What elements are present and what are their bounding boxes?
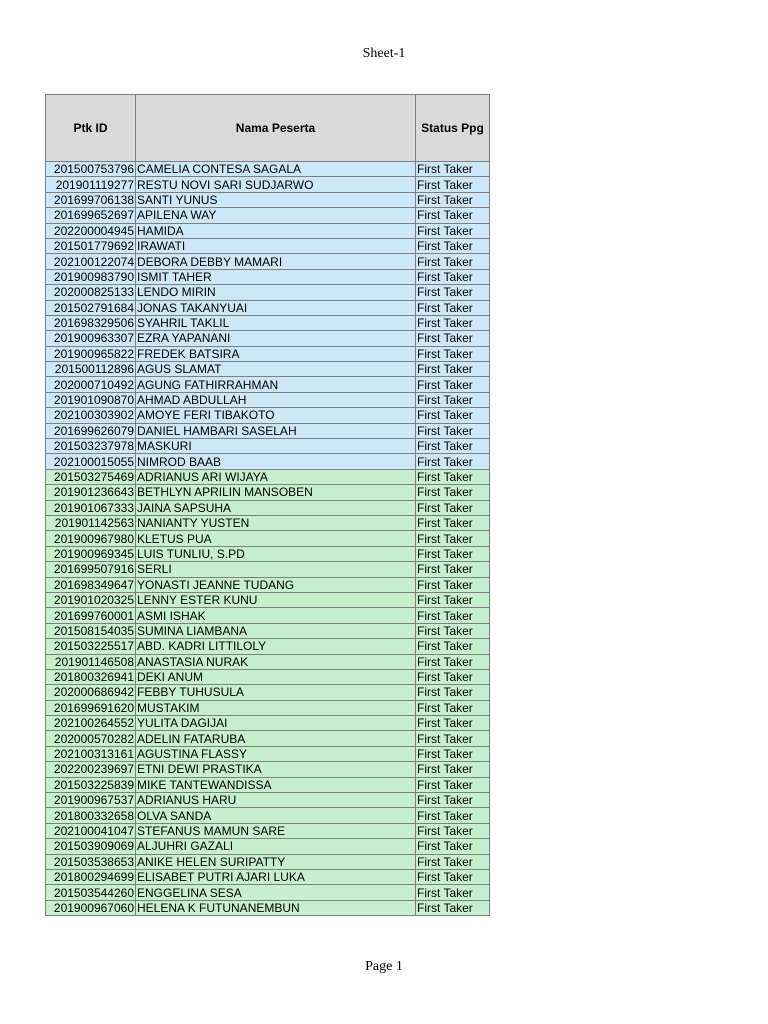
ptk-id-cell: 202000825133 xyxy=(46,285,136,300)
table-row xyxy=(46,192,490,207)
nama-peserta-cell: ANASTASIA NURAK xyxy=(136,654,416,669)
nama-peserta-cell: HELENA K FUTUNANEMBUN xyxy=(136,900,416,915)
nama-peserta-cell: ADRIANUS ARI WIJAYA xyxy=(136,469,416,484)
nama-peserta-cell: BETHLYN APRILIN MANSOBEN xyxy=(136,485,416,500)
ptk-id-cell: 201699507916 xyxy=(46,562,136,577)
status-ppg-cell: First Taker xyxy=(416,331,490,346)
table-row xyxy=(46,592,490,607)
status-ppg-cell: First Taker xyxy=(416,577,490,592)
table-row xyxy=(46,531,490,546)
table-row xyxy=(46,854,490,869)
nama-peserta-cell: YULITA DAGIJAI xyxy=(136,716,416,731)
status-ppg-cell: First Taker xyxy=(416,423,490,438)
nama-peserta-cell: KLETUS PUA xyxy=(136,531,416,546)
table-row xyxy=(46,315,490,330)
nama-peserta-cell: SUMINA LIAMBANA xyxy=(136,623,416,638)
status-ppg-cell: First Taker xyxy=(416,285,490,300)
ptk-id-cell: 201699760001 xyxy=(46,608,136,623)
status-ppg-cell: First Taker xyxy=(416,716,490,731)
ptk-id-cell: 201900967060 xyxy=(46,900,136,915)
nama-peserta-cell: AGUNG FATHIRRAHMAN xyxy=(136,377,416,392)
ptk-id-cell: 201503225839 xyxy=(46,777,136,792)
status-ppg-cell: First Taker xyxy=(416,377,490,392)
ptk-id-cell: 202100313161 xyxy=(46,746,136,761)
status-ppg-cell: First Taker xyxy=(416,223,490,238)
nama-peserta-cell: RESTU NOVI SARI SUDJARWO xyxy=(136,177,416,192)
ptk-id-cell: 202100122074 xyxy=(46,254,136,269)
ptk-id-cell: 201901236643 xyxy=(46,485,136,500)
table-row xyxy=(46,285,490,300)
column-header-nama-peserta: Nama Peserta xyxy=(136,95,416,162)
table-row xyxy=(46,577,490,592)
nama-peserta-cell: DANIEL HAMBARI SASELAH xyxy=(136,423,416,438)
status-ppg-cell: First Taker xyxy=(416,762,490,777)
table-row xyxy=(46,546,490,561)
status-ppg-cell: First Taker xyxy=(416,669,490,684)
status-ppg-cell: First Taker xyxy=(416,823,490,838)
ptk-id-cell: 201901020325 xyxy=(46,592,136,607)
ptk-id-cell: 202000710492 xyxy=(46,377,136,392)
ptk-id-cell: 201503544260 xyxy=(46,885,136,900)
status-ppg-cell: First Taker xyxy=(416,469,490,484)
status-ppg-cell: First Taker xyxy=(416,700,490,715)
nama-peserta-cell: EZRA YAPANANI xyxy=(136,331,416,346)
table-row xyxy=(46,900,490,915)
ptk-id-cell: 201699626079 xyxy=(46,423,136,438)
status-ppg-cell: First Taker xyxy=(416,639,490,654)
column-header-ptk-id: Ptk ID xyxy=(46,95,136,162)
status-ppg-cell: First Taker xyxy=(416,515,490,530)
ptk-id-cell: 201508154035 xyxy=(46,623,136,638)
nama-peserta-cell: DEBORA DEBBY MAMARI xyxy=(136,254,416,269)
ptk-id-cell: 202000570282 xyxy=(46,731,136,746)
table-row xyxy=(46,223,490,238)
ptk-id-cell: 201800332658 xyxy=(46,808,136,823)
participant-table xyxy=(45,94,490,916)
status-ppg-cell: First Taker xyxy=(416,192,490,207)
nama-peserta-cell: LENNY ESTER KUNU xyxy=(136,592,416,607)
ptk-id-cell: 201503237978 xyxy=(46,439,136,454)
ptk-id-cell: 202000686942 xyxy=(46,685,136,700)
status-ppg-cell: First Taker xyxy=(416,162,490,177)
table-row xyxy=(46,515,490,530)
ptk-id-cell: 201698329506 xyxy=(46,315,136,330)
table-row xyxy=(46,869,490,884)
status-ppg-cell: First Taker xyxy=(416,546,490,561)
ptk-id-cell: 201800294699 xyxy=(46,869,136,884)
status-ppg-cell: First Taker xyxy=(416,685,490,700)
page-footer: Page 1 xyxy=(365,959,403,974)
ptk-id-cell: 201501779692 xyxy=(46,238,136,253)
ptk-id-cell: 201901146508 xyxy=(46,654,136,669)
table-row xyxy=(46,793,490,808)
table-row xyxy=(46,623,490,638)
ptk-id-cell: 201900963307 xyxy=(46,331,136,346)
table-row xyxy=(46,469,490,484)
nama-peserta-cell: CAMELIA CONTESA SAGALA xyxy=(136,162,416,177)
nama-peserta-cell: DEKI ANUM xyxy=(136,669,416,684)
nama-peserta-cell: ANIKE HELEN SURIPATTY xyxy=(136,854,416,869)
status-ppg-cell: First Taker xyxy=(416,885,490,900)
status-ppg-cell: First Taker xyxy=(416,793,490,808)
nama-peserta-cell: SANTI YUNUS xyxy=(136,192,416,207)
ptk-id-cell: 201698349647 xyxy=(46,577,136,592)
nama-peserta-cell: APILENA WAY xyxy=(136,208,416,223)
status-ppg-cell: First Taker xyxy=(416,208,490,223)
status-ppg-cell: First Taker xyxy=(416,746,490,761)
status-ppg-cell: First Taker xyxy=(416,562,490,577)
nama-peserta-cell: MUSTAKIM xyxy=(136,700,416,715)
ptk-id-cell: 201900965822 xyxy=(46,346,136,361)
table-row xyxy=(46,439,490,454)
table-row xyxy=(46,162,490,177)
ptk-id-cell: 201900969345 xyxy=(46,546,136,561)
table-row xyxy=(46,377,490,392)
ptk-id-cell: 201900967537 xyxy=(46,793,136,808)
nama-peserta-cell: HAMIDA xyxy=(136,223,416,238)
table-row xyxy=(46,639,490,654)
ptk-id-cell: 202100015055 xyxy=(46,454,136,469)
nama-peserta-cell: ALJUHRI GAZALI xyxy=(136,839,416,854)
table-row xyxy=(46,254,490,269)
status-ppg-cell: First Taker xyxy=(416,900,490,915)
nama-peserta-cell: AGUSTINA FLASSY xyxy=(136,746,416,761)
status-ppg-cell: First Taker xyxy=(416,500,490,515)
nama-peserta-cell: NANIANTY YUSTEN xyxy=(136,515,416,530)
nama-peserta-cell: FREDEK BATSIRA xyxy=(136,346,416,361)
status-ppg-cell: First Taker xyxy=(416,392,490,407)
ptk-id-cell: 201503538653 xyxy=(46,854,136,869)
ptk-id-cell: 201900983790 xyxy=(46,269,136,284)
table-row xyxy=(46,485,490,500)
status-ppg-cell: First Taker xyxy=(416,808,490,823)
ptk-id-cell: 202100041047 xyxy=(46,823,136,838)
table-row xyxy=(46,685,490,700)
nama-peserta-cell: SERLI xyxy=(136,562,416,577)
table-row xyxy=(46,608,490,623)
table-row xyxy=(46,423,490,438)
nama-peserta-cell: ADELIN FATARUBA xyxy=(136,731,416,746)
status-ppg-cell: First Taker xyxy=(416,269,490,284)
status-ppg-cell: First Taker xyxy=(416,300,490,315)
table-row xyxy=(46,839,490,854)
table-row xyxy=(46,885,490,900)
table-row xyxy=(46,654,490,669)
nama-peserta-cell: ETNI DEWI PRASTIKA xyxy=(136,762,416,777)
ptk-id-cell: 201900967980 xyxy=(46,531,136,546)
ptk-id-cell: 201800326941 xyxy=(46,669,136,684)
status-ppg-cell: First Taker xyxy=(416,839,490,854)
ptk-id-cell: 201503909069 xyxy=(46,839,136,854)
nama-peserta-cell: SYAHRIL TAKLIL xyxy=(136,315,416,330)
table-row xyxy=(46,500,490,515)
ptk-id-cell: 201699652697 xyxy=(46,208,136,223)
status-ppg-cell: First Taker xyxy=(416,238,490,253)
status-ppg-cell: First Taker xyxy=(416,315,490,330)
nama-peserta-cell: JONAS TAKANYUAI xyxy=(136,300,416,315)
nama-peserta-cell: STEFANUS MAMUN SARE xyxy=(136,823,416,838)
table-row xyxy=(46,808,490,823)
table-body xyxy=(46,162,490,916)
nama-peserta-cell: MASKURI xyxy=(136,439,416,454)
nama-peserta-cell: OLVA SANDA xyxy=(136,808,416,823)
table-row xyxy=(46,238,490,253)
status-ppg-cell: First Taker xyxy=(416,592,490,607)
table-row xyxy=(46,562,490,577)
status-ppg-cell: First Taker xyxy=(416,454,490,469)
table-row xyxy=(46,762,490,777)
status-ppg-cell: First Taker xyxy=(416,254,490,269)
nama-peserta-cell: YONASTI JEANNE TUDANG xyxy=(136,577,416,592)
nama-peserta-cell: AMOYE FERI TIBAKOTO xyxy=(136,408,416,423)
table-row xyxy=(46,331,490,346)
nama-peserta-cell: ABD. KADRI LITTILOLY xyxy=(136,639,416,654)
table-header-row xyxy=(46,95,490,162)
nama-peserta-cell: ASMI ISHAK xyxy=(136,608,416,623)
nama-peserta-cell: MIKE TANTEWANDISSA xyxy=(136,777,416,792)
ptk-id-cell: 202200239697 xyxy=(46,762,136,777)
ptk-id-cell: 201901067333 xyxy=(46,500,136,515)
table-row xyxy=(46,716,490,731)
status-ppg-cell: First Taker xyxy=(416,623,490,638)
ptk-id-cell: 201503225517 xyxy=(46,639,136,654)
table-row xyxy=(46,300,490,315)
column-header-status-ppg: Status Ppg xyxy=(416,95,490,162)
table-row xyxy=(46,777,490,792)
nama-peserta-cell: JAINA SAPSUHA xyxy=(136,500,416,515)
ptk-id-cell: 201500753796 xyxy=(46,162,136,177)
ptk-id-cell: 202100264552 xyxy=(46,716,136,731)
ptk-id-cell: 201901090870 xyxy=(46,392,136,407)
status-ppg-cell: First Taker xyxy=(416,854,490,869)
status-ppg-cell: First Taker xyxy=(416,731,490,746)
table-row xyxy=(46,208,490,223)
table-row xyxy=(46,346,490,361)
table-row xyxy=(46,362,490,377)
nama-peserta-cell: ENGGELINA SESA xyxy=(136,885,416,900)
ptk-id-cell: 201500112896 xyxy=(46,362,136,377)
table-row xyxy=(46,177,490,192)
table-row xyxy=(46,746,490,761)
nama-peserta-cell: FEBBY TUHUSULA xyxy=(136,685,416,700)
nama-peserta-cell: IRAWATI xyxy=(136,238,416,253)
nama-peserta-cell: AHMAD ABDULLAH xyxy=(136,392,416,407)
nama-peserta-cell: ADRIANUS HARU xyxy=(136,793,416,808)
table-row xyxy=(46,823,490,838)
table-row xyxy=(46,700,490,715)
status-ppg-cell: First Taker xyxy=(416,654,490,669)
nama-peserta-cell: LENDO MIRIN xyxy=(136,285,416,300)
table-row xyxy=(46,669,490,684)
ptk-id-cell: 201503275469 xyxy=(46,469,136,484)
table-row xyxy=(46,454,490,469)
table-row xyxy=(46,408,490,423)
table-row xyxy=(46,392,490,407)
ptk-id-cell: 201502791684 xyxy=(46,300,136,315)
sheet-title: Sheet-1 xyxy=(362,46,406,61)
status-ppg-cell: First Taker xyxy=(416,346,490,361)
status-ppg-cell: First Taker xyxy=(416,362,490,377)
ptk-id-cell: 201901142563 xyxy=(46,515,136,530)
status-ppg-cell: First Taker xyxy=(416,485,490,500)
ptk-id-cell: 201699691620 xyxy=(46,700,136,715)
ptk-id-cell: 201699706138 xyxy=(46,192,136,207)
nama-peserta-cell: ELISABET PUTRI AJARI LUKA xyxy=(136,869,416,884)
status-ppg-cell: First Taker xyxy=(416,869,490,884)
ptk-id-cell: 202200004945 xyxy=(46,223,136,238)
table-row xyxy=(46,269,490,284)
status-ppg-cell: First Taker xyxy=(416,439,490,454)
status-ppg-cell: First Taker xyxy=(416,531,490,546)
nama-peserta-cell: AGUS SLAMAT xyxy=(136,362,416,377)
status-ppg-cell: First Taker xyxy=(416,177,490,192)
status-ppg-cell: First Taker xyxy=(416,777,490,792)
table-row xyxy=(46,731,490,746)
nama-peserta-cell: LUIS TUNLIU, S.PD xyxy=(136,546,416,561)
status-ppg-cell: First Taker xyxy=(416,408,490,423)
ptk-id-cell: 202100303902 xyxy=(46,408,136,423)
nama-peserta-cell: ISMIT TAHER xyxy=(136,269,416,284)
ptk-id-cell: 201901119277 xyxy=(46,177,136,192)
status-ppg-cell: First Taker xyxy=(416,608,490,623)
nama-peserta-cell: NIMROD BAAB xyxy=(136,454,416,469)
